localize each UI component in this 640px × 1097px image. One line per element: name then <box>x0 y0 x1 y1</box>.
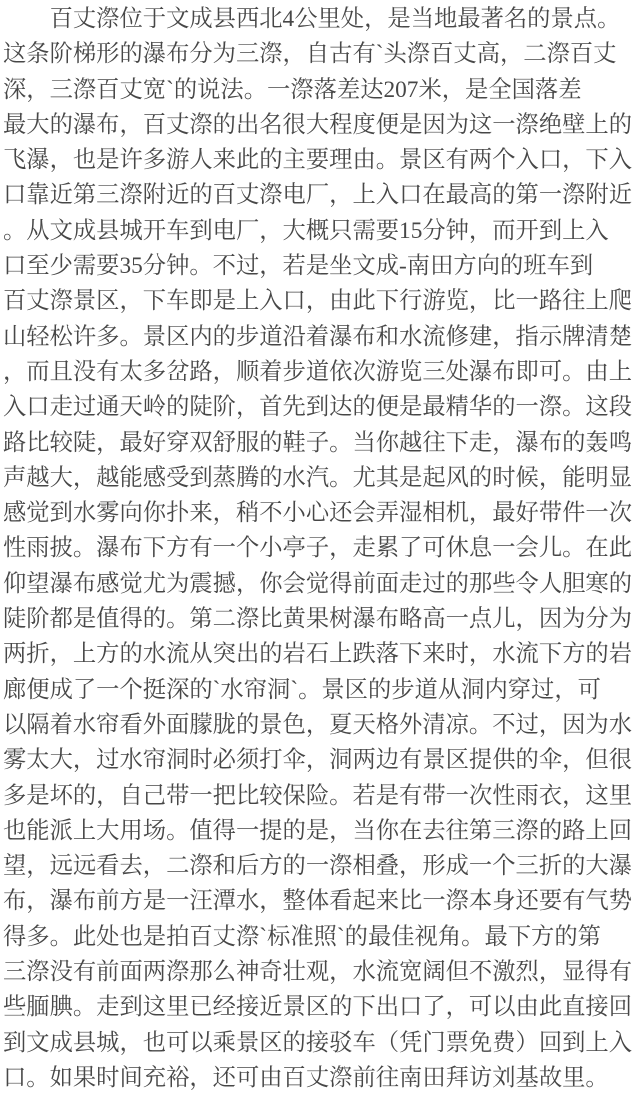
text-line: 两折，上方的水流从突出的岩石上跌落下来时，水流下方的岩 <box>3 641 633 668</box>
text-line: 声越大，越能感受到蒸腾的水汽。尤其是起风的时候，能明显 <box>3 464 633 491</box>
text-line: 多是坏的，自己带一把比较保险。若是有带一次性雨衣，这里 <box>3 782 633 809</box>
text-line: 廊便成了一个挺深的`水帘洞`。景区的步道从洞内穿过，可 <box>3 676 601 703</box>
text-line: 最大的瀑布，百丈漈的出名很大程度便是因为这一漈绝壁上的 <box>3 111 633 138</box>
text-line: 。从文成县城开车到电厂，大概只需要15分钟，而开到上入 <box>3 217 609 244</box>
text-line: 路比较陡，最好穿双舒服的鞋子。当你越往下走，瀑布的轰鸣 <box>3 429 633 456</box>
text-line: 也能派上大用场。值得一提的是，当你在去往第三漈的路上回 <box>3 817 633 844</box>
text-line: 以隔着水帘看外面朦胧的景色，夏天格外清凉。不过，因为水 <box>3 711 633 738</box>
text-line: 仰望瀑布感觉尤为震撼，你会觉得前面走过的那些令人胆寒的 <box>3 570 633 597</box>
text-line: 望，远远看去，二漈和后方的一漈相叠，形成一个三折的大瀑 <box>3 853 633 880</box>
text-line: 到文成县城，也可以乘景区的接驳车（凭门票免费）回到上入 <box>3 1029 633 1056</box>
text-line: ，而且没有太多岔路，顺着步道依次游览三处瀑布即可。由上 <box>3 358 633 385</box>
text-line: 些腼腆。走到这里已经接近景区的下出口了，可以由此直接回 <box>3 994 633 1021</box>
text-line: 山轻松许多。景区内的步道沿着瀑布和水流修建，指示牌清楚 <box>3 323 633 350</box>
text-line: 百丈漈景区，下车即是上入口，由此下行游览，比一路往上爬 <box>3 288 633 315</box>
text-line: 口。如果时间充裕，还可由百丈漈前往南田拜访刘基故里。 <box>3 1064 609 1091</box>
text-line: 陡阶都是值得的。第二漈比黄果树瀑布略高一点儿，因为分为 <box>3 606 633 633</box>
text-line: 雾太大，过水帘洞时必须打伞，洞两边有景区提供的伞，但很 <box>3 747 633 774</box>
text-line: 这条阶梯形的瀑布分为三漈，自古有`头漈百丈高，二漈百丈 <box>3 41 617 68</box>
article-text <box>3 2 640 1096</box>
text-line: 得多。此处也是拍百丈漈`标准照`的最佳视角。最下方的第 <box>3 923 601 950</box>
text-line: 百丈漈位于文成县西北4公里处，是当地最著名的景点。 <box>3 6 621 32</box>
text-line: 感觉到水雾向你扑来，稍不小心还会弄湿相机，最好带件一次 <box>3 500 633 527</box>
text-line: 口至少需要35分钟。不过，若是坐文成-南田方向的班车到 <box>3 253 594 280</box>
text-line: 布，瀑布前方是一汪潭水，整体看起来比一漈本身还要有气势 <box>3 888 633 915</box>
text-line: 性雨披。瀑布下方有一个小亭子，走累了可休息一会儿。在此 <box>3 535 633 562</box>
text-line: 深，三漈百丈宽`的说法。一漈落差达207米，是全国落差 <box>3 76 582 103</box>
text-line: 口靠近第三漈附近的百丈漈电厂，上入口在最高的第一漈附近 <box>3 182 633 209</box>
text-line: 入口走过通天岭的陡阶，首先到达的便是最精华的一漈。这段 <box>3 394 633 421</box>
text-line: 飞瀑，也是许多游人来此的主要理由。景区有两个入口，下入 <box>3 147 633 174</box>
text-line: 三漈没有前面两漈那么神奇壮观，水流宽阔但不激烈，显得有 <box>3 959 633 986</box>
